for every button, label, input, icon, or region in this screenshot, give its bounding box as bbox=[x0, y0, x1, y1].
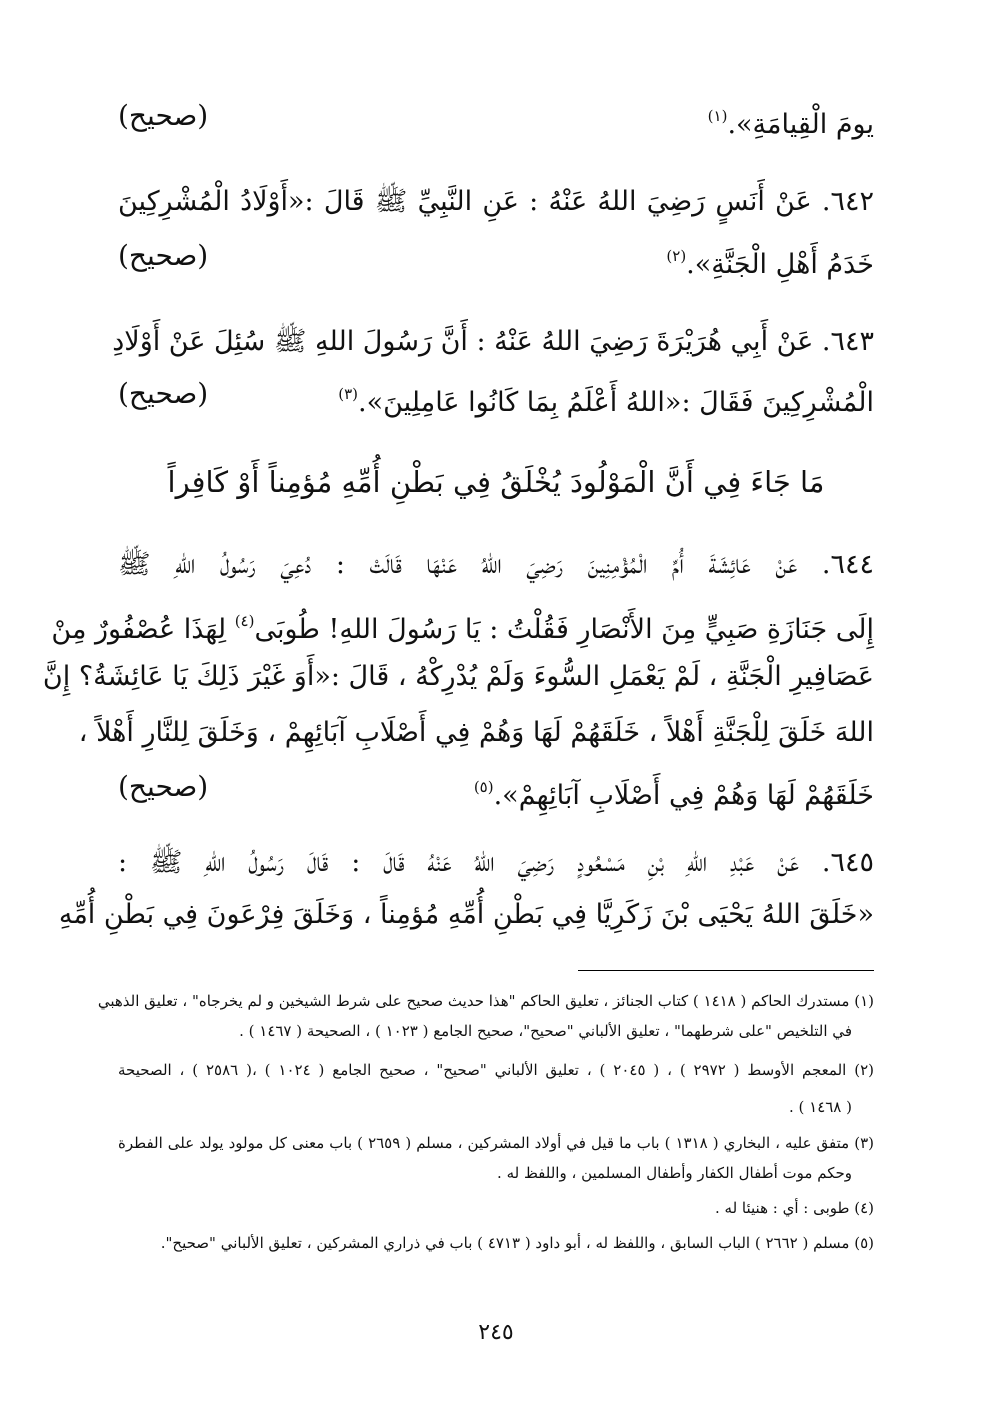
hadith-644-line1: ٦٤٤. عَنْ عَائِشَةَ أُمِّ الْمُؤْمِنِينَ رَضِيَ اللهُ عَنْهَا قَالَتْ : دُعِيَ رَسُولُ اللهِ ﷺ bbox=[118, 549, 874, 580]
hadith-643-line2: الْمُشْرِكِينَ فَقَالَ :«اللهُ أَعْلَمُ بِمَا كَانُوا عَامِلِينَ».$^{(٣)}$ bbox=[338, 385, 874, 418]
footnote-4: (٤) طوبى : أي : هنيئا له . bbox=[715, 1199, 874, 1217]
hadith-642-line2: خَدَمُ أَهْلِ الْجَنَّةِ».$^{(٢)}$ bbox=[666, 247, 874, 280]
section-heading: مَا جَاءَ فِي أَنَّ الْمَوْلُودَ يُخْلَقُ فِي بَطْنِ أُمِّهِ مُؤمِناً أَوْ كَافِراً bbox=[167, 465, 825, 499]
hadith-644-line2: إِلَى جَنَازَةِ صَبِيٍّ مِنَ الأَنْصَارِ فَقُلْتُ : يَا رَسُولَ اللهِ! طُوبَى$^{(٤)}$ لِهَذَا عُصْفُورٌ مِنْ bbox=[51, 612, 874, 645]
footnote-ref: (٤) bbox=[234, 612, 255, 630]
hadith-645-line2: «خَلَقَ اللهُ يَحْيَى بْنَ زَكَرِيَّا فِي بَطْنِ أُمِّهِ مُؤمِناً ، وَخَلَقَ فِرْعَونَ فِي بَطْنِ أُمِّهِ bbox=[58, 899, 874, 930]
hadith-643-line1: ٦٤٣. عَنْ أَبِي هُرَيْرَةَ رَضِيَ اللهُ عَنْهُ : أَنَّ رَسُولَ اللهِ ﷺ سُئِلَ عَنْ أَوْلَادِ bbox=[112, 326, 874, 357]
footnote-ref: (٣) bbox=[338, 385, 358, 403]
footnote-3-line2: وحكم موت أطفال الكفار وأطفال المسلمين ، واللفظ له . bbox=[497, 1164, 852, 1182]
hadith-644-line3: عَصَافِيرِ الْجَنَّةِ ، لَمْ يَعْمَلِ السُّوءَ وَلَمْ يُدْرِكْهُ ، قَالَ :«أَوَ غَيْرَ ذَلِكَ يَا عَائِشَةُ؟ إِنَّ bbox=[42, 661, 874, 692]
footnote-ref: (١) bbox=[707, 107, 728, 125]
footnote-separator bbox=[578, 970, 874, 971]
hadith-644-line4: اللهَ خَلَقَ لِلْجَنَّةِ أَهْلاً ، خَلَقَهُمْ لَهَا وَهُمْ فِي أَصْلَابِ آبَائِهِمْ ، وَخَلَقَ لِلنَّارِ أَهْلاً ، bbox=[78, 717, 874, 748]
footnote-2-line1: (٢) المعجم الأوسط ( ٢٩٧٢ ) ، ( ٢٠٤٥ ) ، تعليق الألباني "صحيح" ، صحيح الجامع ( ١٠٢٤ ) ،( ٢٥٨٦ ) ، الصحيحة bbox=[118, 1061, 874, 1079]
footnote-ref: (٥) bbox=[473, 778, 494, 796]
hadith-642-line1: ٦٤٢. عَنْ أَنَسٍ رَضِيَ اللهُ عَنْهُ : عَنِ النَّبِيِّ ﷺ قَالَ :«أَوْلَادُ الْمُشْرِكِينَ bbox=[118, 186, 874, 217]
footnote-ref: (٢) bbox=[666, 247, 687, 265]
page-number: ٢٤٥ bbox=[478, 1320, 514, 1345]
footnote-3-line1: (٣) متفق عليه ، البخاري ( ١٣١٨ ) باب ما قيل في أولاد المشركين ، مسلم ( ٢٦٥٩ ) باب معنى كل مولود يولد على الفطرة bbox=[118, 1134, 874, 1152]
footnote-1-line1: (١) مستدرك الحاكم ( ١٤١٨ ) كتاب الجنائز ، تعليق الحاكم "هذا حديث صحيح على شرط الشيخين و لم يخرجاه" ، تعليق الذهبي bbox=[97, 992, 874, 1010]
grade-sahih: (صحيح) bbox=[118, 99, 209, 132]
grade-sahih: (صحيح) bbox=[118, 239, 209, 272]
hadith-644-line5: خَلَقَهُمْ لَهَا وَهُمْ فِي أَصْلَابِ آبَائِهِمْ».$^{(٥)}$ bbox=[473, 778, 874, 811]
hadith-645-line1: ٦٤٥. عَنْ عَبْدِ اللهِ بْنِ مَسْعُودٍ رَضِيَ اللهُ عَنْهُ قَالَ : قَالَ رَسُولُ اللهِ ﷺ : bbox=[118, 847, 874, 878]
grade-sahih: (صحيح) bbox=[118, 377, 209, 410]
intro-line: يومَ الْقِيامَةِ».$^{(١)}$ bbox=[707, 107, 874, 140]
footnote-5: (٥) مسلم ( ٢٦٦٢ ) الباب السابق ، واللفظ له ، أبو داود ( ٤٧١٣ ) باب في ذراري المشركين ، تعليق الألباني "صحيح". bbox=[160, 1234, 874, 1252]
footnote-2-line2: ( ١٤٦٨ ) . bbox=[788, 1098, 852, 1116]
grade-sahih: (صحيح) bbox=[118, 770, 209, 803]
footnote-1-line2: في التلخيص "على شرطهما" ، تعليق الألباني "صحيح"، صحيح الجامع ( ١٠٢٣ ) ، الصحيحة ( ١٤٦٧ ) . bbox=[239, 1022, 852, 1040]
